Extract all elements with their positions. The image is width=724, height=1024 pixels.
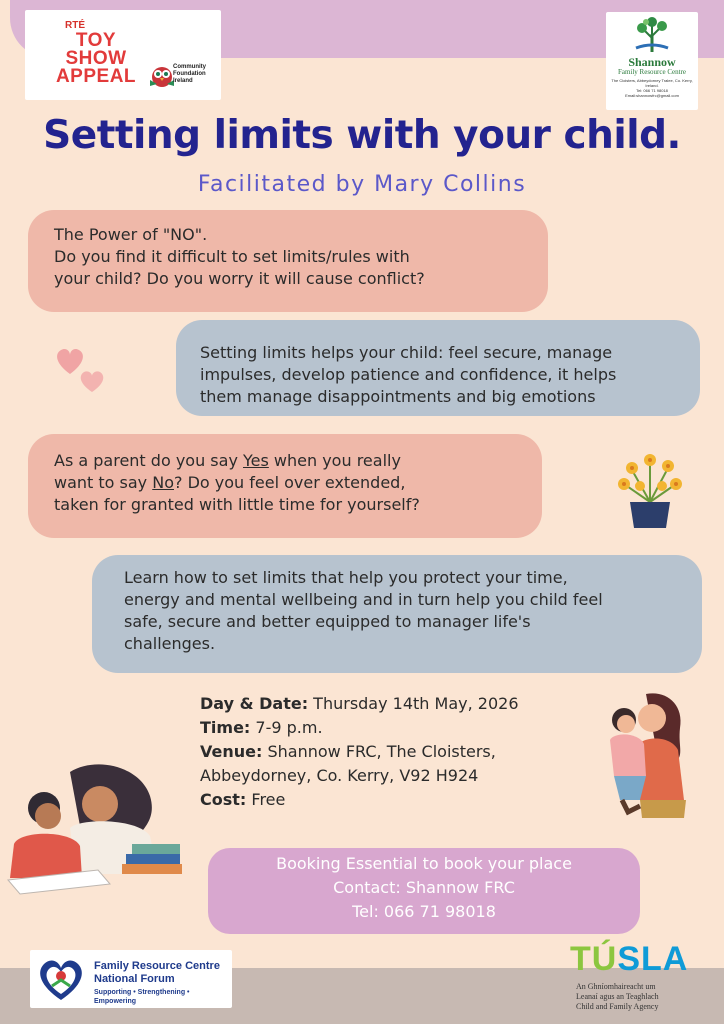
toy-show-appeal-wordmark [41,32,151,86]
shannow-address: The Cloisters, Abbeydorney Tralee, Co. Kerry, Ireland. [611,78,693,88]
bubble4-line4: challenges. [124,634,216,653]
tusla-wordmark: TÚSLA [570,940,689,978]
venue-row: Venue: Shannow FRC, The Cloisters, [200,742,496,761]
bubble4-line3: safe, secure and better equipped to manager life's [124,612,531,631]
page-title: Setting limits with your child. [43,113,681,158]
bubble3-line3: taken for granted with little time for yourself? [54,495,420,514]
show-word: SHOW [65,48,127,69]
booking-bubble [208,848,640,934]
bubble4-line2: energy and mental wellbeing and in turn help you child feel [124,590,603,609]
limits-help-bubble [176,320,700,416]
bubble1-line1: The Power of "NO". [54,225,208,244]
children-studying-icon [0,756,190,896]
tusla-english-line: Child and Family Agency [576,1002,659,1011]
hearts-icon [52,344,108,396]
frc-heart-icon [36,956,86,1002]
rte-toy-show-appeal-logo [25,10,221,100]
bubble1-line3: your child? Do you worry it will cause conflict? [54,269,425,288]
frc-forum-line2: National Forum [94,973,175,985]
venue-row-2: Abbeydorney, Co. Kerry, V92 H924 [200,766,479,785]
tusla-logo [570,940,710,1012]
bubble2-line3: them manage disappointments and big emotions [200,387,596,406]
rte-small-text: RTÉ [65,20,85,31]
yes-underlined: Yes [243,451,269,470]
mother-child-icon [600,688,692,820]
bubble2-line1: Setting limits helps your child: feel secure, manage [200,343,613,362]
power-of-no-bubble [28,210,548,312]
shannow-frc-logo [606,12,698,110]
booking-line1: Booking Essential to book your place [276,854,572,873]
cost-row: Cost: Free [200,790,286,809]
shannow-email: Email:shannowfrc@gmail.com [625,93,679,98]
frc-forum-line1: Family Resource Centre [94,960,220,972]
booking-tel: Tel: 066 71 98018 [352,902,496,921]
shannow-subtitle: Family Resource Centre [617,68,687,76]
booking-contact: Contact: Shannow FRC [333,878,515,897]
parent-yes-no-bubble [28,434,542,538]
shannow-name: Shannow [628,55,676,69]
learn-set-limits-bubble [92,555,702,673]
shannow-tel: Tel: 066 71 98018 [636,88,668,93]
bubble3-line2: want to say No? Do you feel over extended, [54,473,406,492]
bubble4-line1: Learn how to set limits that help you protect your time, [124,568,568,587]
tree-icon [632,16,672,54]
shannow-address-block [608,78,696,98]
frc-forum-tagline: Supporting • Strengthening • Empowering [94,989,190,1005]
tusla-irish-line2: Leanaí agus an Teaghlach [576,992,659,1001]
time-row: Time: 7-9 p.m. [200,718,323,737]
facilitator-subtitle: Facilitated by Mary Collins [197,172,527,197]
event-details [200,692,580,812]
flower-pot-icon [612,444,688,530]
toy-word: TOY [75,30,117,51]
bubble3-line1: As a parent do you say Yes when you really [54,451,401,470]
bubble2-line2: impulses, develop patience and confidence, it helps [200,365,617,384]
community-foundation-text: Community Foundation Ireland [173,64,206,84]
tusla-irish-line1: An Ghníomhaireacht um [576,982,656,991]
bubble1-line2: Do you find it difficult to set limits/rules with [54,247,410,266]
frc-national-forum-logo [30,950,232,1008]
no-underlined: No [152,473,174,492]
appeal-word: APPEAL [55,66,137,87]
date-row: Day & Date: Thursday 14th May, 2026 [200,694,519,713]
